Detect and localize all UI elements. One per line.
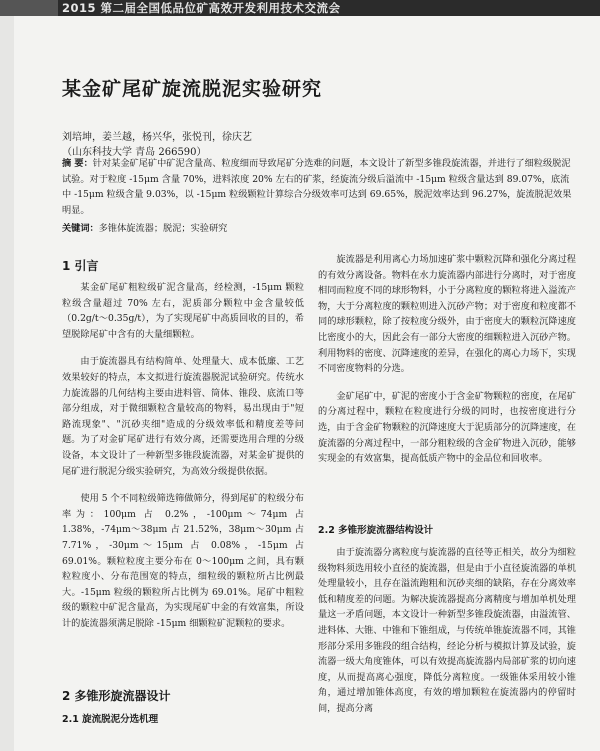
right-column-lower [318, 545, 576, 717]
section-2-2-heading: 2.2 多锥形旋流器结构设计 [318, 525, 434, 536]
paper-title: 某金矿尾矿旋流脱泥实验研究 [62, 78, 323, 100]
r-paragraph-3: 由于旋流器分离粒度与旋流器的直径等正相关，故分为细粒级物料须选用较小直径的旋流器，但是由于小直径旋流器的单机处理量较小，且存在溢流跑粗和沉砂夹细的缺陷，存在分离效率低和精度差的问题。为解决旋流器提高分离精度与增加单机处理量这一矛盾问题，本文设计一种新型多锥段旋流器，由溢流管、进料体、大锥、中锥和下锥组成，与传统单锥旋流器不同，其锥形部分采用多锥段的组合结构，经论分析与模拟计算及试验，旋流器一级大角度锥体，可以有效提高旋流器内局部矿浆的切向速度，从而提高离心强度，降低分离粒度。一级锥体采用较小锥角，通过增加锥体高度，有效的增加颗粒在旋流器内的停留时间，提高分离 [318, 547, 576, 714]
authors: 刘培坤，姜兰越，杨兴华，张悦刊，徐庆艺 [62, 132, 252, 143]
section-1-heading: 1 引言 [62, 259, 99, 273]
r-paragraph-2: 金矿尾矿中，矿泥的密度小于含金矿物颗粒的密度，在尾矿的分离过程中，颗粒在粒度进行分级的同时，也按密度进行分选，由于含金矿物颗粒的沉降速度大于泥质部分的沉降速度，在旋流器的分离过程中，一部分粗粒级的含金矿物进入沉砂，能够实现金的有效富集，提高低质产物中的金品位和回收率。 [318, 390, 576, 465]
conference-banner [0, 0, 600, 16]
banner-logo-block [0, 0, 58, 16]
abstract [62, 156, 572, 218]
s1-paragraph-1: 某金矿尾矿粗粒级矿泥含量高，经检测，-15μm 颗粒粒级含量超过 70% 左右，泥质部分颗粒中金含量较低（0.2g/t～0.35g/t），为了实现尾矿中高质回收的目的，希望脱除尾矿中含有的大量细颗粒。 [62, 282, 304, 340]
abstract-label: 摘 要： [62, 158, 93, 169]
s1-paragraph-2: 由于旋流器具有结构简单、处理量大、成本低廉、工艺效果较好的特点，本文拟进行旋流器脱泥试验研究。传统水力旋流器的几何结构主要由进料管、筒体、锥段、底流口等部分组成，对于微细颗粒含量较高的物料，易出现由于"短路流现象"、"沉砂夹细"造成的分级效率低和精度差等问题。为了对金矿尾矿进行有效分离，还需要选用合理的分级设备，本文设计了一种新型多锥段旋流器，对某金矿提供的尾矿进行脱泥分级实验研究，为高效分级提供依据。 [62, 356, 304, 477]
page-binding-edge [0, 16, 14, 751]
affiliation: （山东科技大学 青岛 266590） [62, 147, 207, 158]
banner-text: 2015 第二届全国低品位矿高效开发利用技术交流会 [62, 1, 341, 15]
right-column [318, 252, 576, 467]
abstract-text: 针对某金矿尾矿中矿泥含量高、粒度细而导致尾矿分选难的问题，本文设计了新型多锥段旋流器，并进行了细粒级脱泥试验。对于粒度 -15μm 含量 70%，进料浓度 20% 左右的矿浆，经旋流分级后溢流中 -15μm 粒级含量达到 89.07%，底流中 -15μm 粒级含量 9.03%，以 -15μm 粒级颗粒计算综合分级效率可达到 69.65%，脱泥效率达到 96.27%，旋流脱泥效果明显。 [62, 158, 572, 216]
section-2-heading: 2 多锥形旋流器设计 [62, 689, 171, 703]
keywords-label: 关键词： [62, 223, 99, 234]
r-paragraph-1: 旋流器是利用离心力场加速矿浆中颗粒沉降和强化分离过程的有效分离设备。物料在水力旋流器内部进行分离时，对于密度相同而粒度不同的球形物料，小于分离粒度的颗粒将进入溢流产物，大于分离粒度的颗粒则进入沉砂产物；对于密度和粒度都不同的球形颗粒，除了按粒度分级外，由于密度大的颗粒沉降速度比密度小的大，因此会有一部分大密度的细颗粒进入沉砂产物。利用物料的密度、沉降速度的差异，在强化的离心力场下，实现不同密度物料的分选。 [318, 254, 576, 375]
left-column [62, 280, 304, 631]
keywords [62, 220, 227, 234]
keywords-text: 多锥体旋流器；脱泥；实验研究 [98, 223, 228, 234]
section-2-1-heading: 2.1 旋流脱泥分选机理 [62, 714, 159, 725]
s1-paragraph-3: 使用 5 个不同粒级筛选筛做筛分，得到尾矿的粒级分布率为：100μm 占 0.2%，-100μm～74μm 占 1.38%，-74μm～38μm 占 21.52%，38μm～30μm 占 7.71%，-30μm～15μm 占 0.08%，-15μm 占 69.01%。颗粒粒度主要分布在 0～100μm 之间，具有颗粒粒度小、分布范围宽的特点，细粒级的颗粒所占比例最大。-15μm 粒级的颗粒所占比例为 69.01%。尾矿中粗粒级的颗粒中矿泥含量高，为实现尾矿中金的有效富集，所设计的旋流器须满足脱除 -15μm 细颗粒矿泥颗粒的要求。 [62, 493, 304, 629]
